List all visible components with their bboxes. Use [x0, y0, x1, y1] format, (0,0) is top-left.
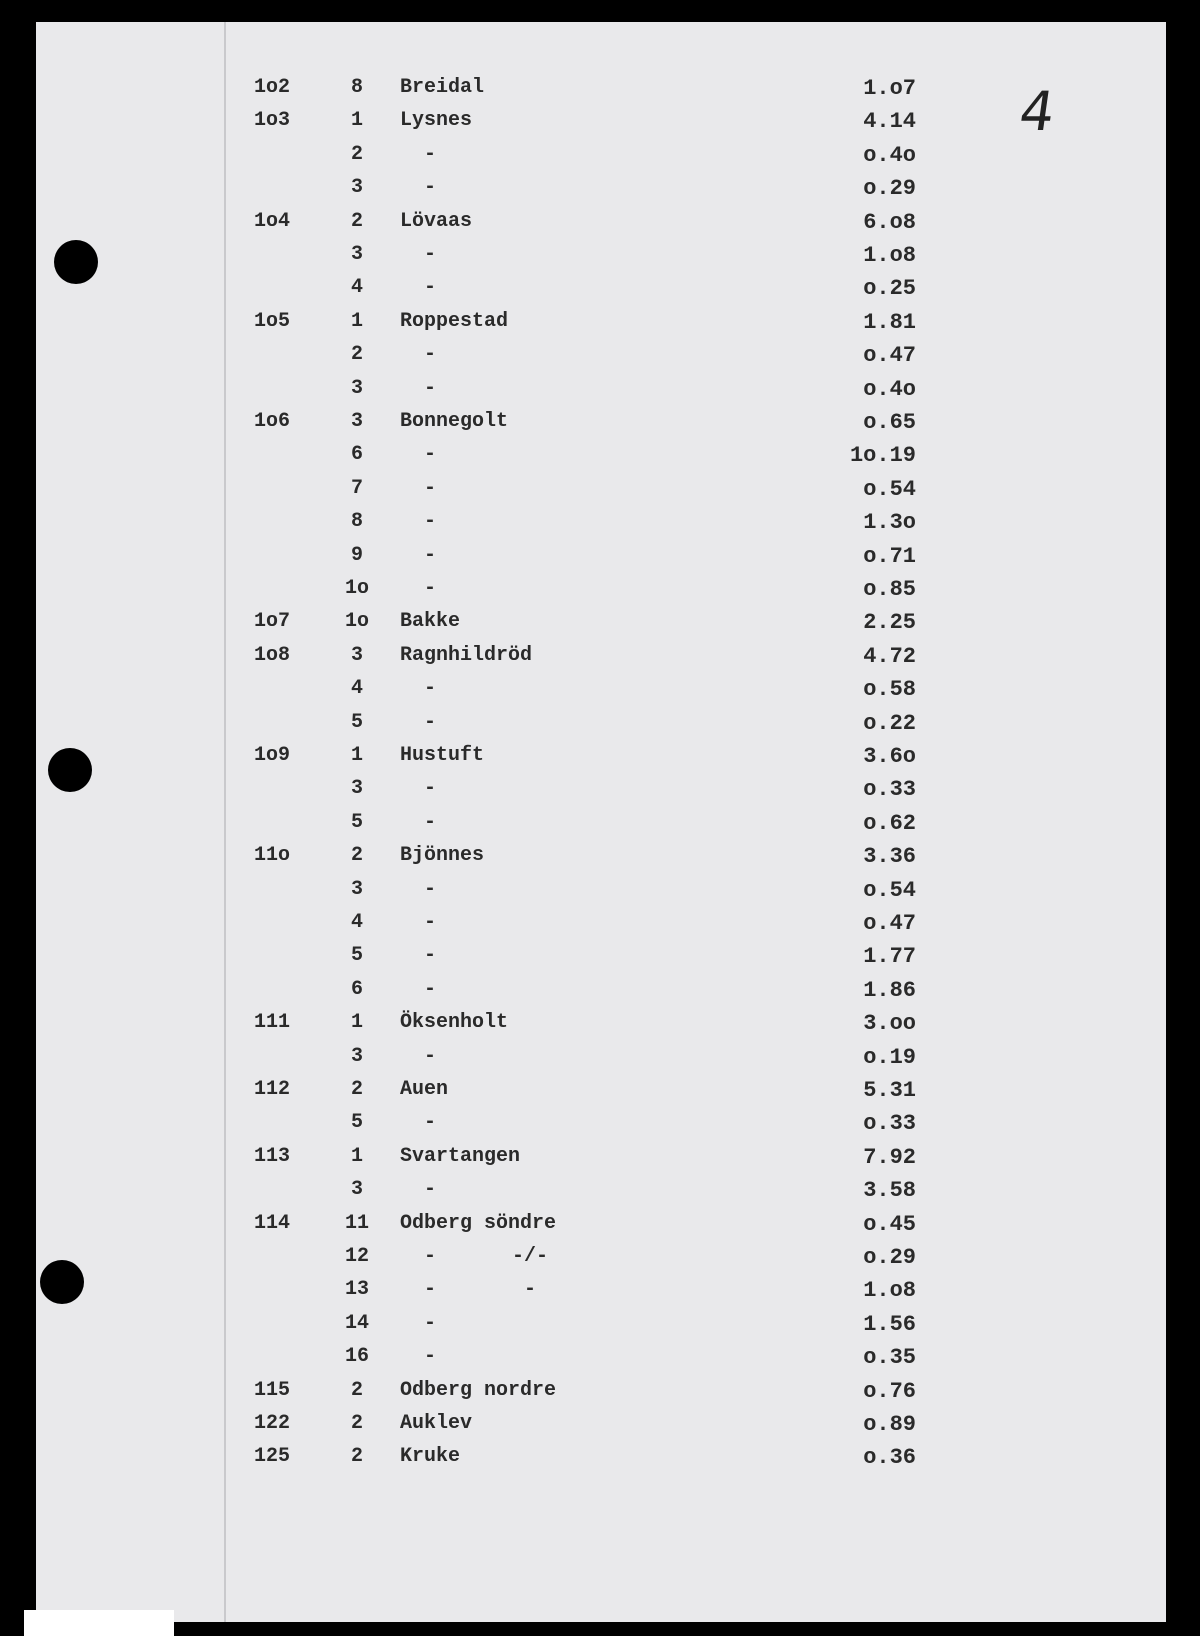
cell-name: Auklev	[400, 1412, 473, 1435]
cell-name: Auen	[400, 1078, 449, 1101]
cell-name: Lövaas	[400, 209, 473, 233]
table-row	[36, 109, 1166, 139]
cell-name: Bakke	[400, 610, 461, 634]
cell-gnr: 1o7	[254, 610, 291, 634]
cell-bnr: 1	[350, 1144, 363, 1168]
table-row	[36, 1312, 1166, 1342]
cell-bnr: 7	[350, 476, 363, 500]
cell-name: -	[400, 777, 437, 801]
cell-bnr: 3	[350, 243, 363, 266]
cell-name: -	[400, 677, 437, 701]
cell-area: o.47	[863, 343, 916, 369]
cell-bnr: 13	[344, 1278, 369, 1302]
cell-bnr: 3	[350, 176, 363, 200]
table-row	[36, 744, 1166, 774]
cell-area: o.71	[863, 543, 916, 569]
cell-gnr: 1o6	[254, 410, 291, 433]
cell-bnr: 5	[350, 810, 363, 834]
table-row	[36, 1445, 1166, 1475]
cell-area: o.35	[863, 1345, 916, 1371]
cell-bnr: 11	[344, 1211, 369, 1235]
table-row	[36, 243, 1166, 273]
cell-area: o.47	[863, 911, 916, 936]
cell-bnr: 1	[350, 1011, 363, 1035]
cell-bnr: 2	[350, 844, 363, 868]
cell-name: -	[400, 977, 437, 1001]
cell-area: o.22	[863, 710, 916, 736]
table-row	[36, 1111, 1166, 1141]
cell-area: o.76	[863, 1378, 916, 1404]
cell-bnr: 2	[350, 1445, 363, 1469]
table-row	[36, 978, 1166, 1008]
cell-gnr: 112	[254, 1078, 291, 1101]
cell-area: o.4o	[863, 142, 916, 168]
table-row	[36, 677, 1166, 707]
cell-area: 1o.19	[849, 443, 916, 469]
cell-name: -	[400, 911, 437, 934]
cell-name: Breidal	[400, 76, 485, 99]
cell-bnr: 1	[350, 109, 363, 133]
cell-bnr: 9	[350, 543, 363, 567]
cell-bnr: 5	[350, 710, 363, 734]
cell-bnr: 2	[350, 1412, 363, 1435]
cell-area: o.62	[863, 810, 916, 836]
cell-area: o.65	[863, 410, 916, 435]
cell-area: o.58	[863, 677, 916, 703]
table-row	[36, 644, 1166, 674]
cell-name: -	[400, 343, 437, 367]
cell-extra: -/-	[512, 1245, 549, 1268]
table-row	[36, 844, 1166, 874]
cell-name: Roppestad	[400, 309, 509, 333]
cell-name: Svartangen	[400, 1144, 521, 1168]
cell-area: 3.oo	[863, 1011, 916, 1037]
cell-area: 1.o8	[863, 243, 916, 268]
cell-name: -	[400, 476, 437, 500]
cell-bnr: 6	[350, 443, 363, 467]
cell-name: -	[400, 142, 437, 166]
cell-area: o.36	[863, 1445, 916, 1471]
cell-name: Hustuft	[400, 744, 485, 767]
table-row	[36, 911, 1166, 941]
cell-name: -	[400, 176, 437, 200]
table-row	[36, 76, 1166, 106]
page-number: 4	[1015, 80, 1059, 143]
cell-bnr: 12	[344, 1245, 369, 1268]
cell-area: 7.92	[863, 1144, 916, 1170]
cell-bnr: 2	[350, 1378, 363, 1402]
table-row	[36, 443, 1166, 473]
table-row	[36, 1278, 1166, 1308]
cell-gnr: 1o9	[254, 744, 291, 767]
table-row	[36, 1078, 1166, 1108]
cell-area: 4.72	[863, 643, 916, 669]
cell-bnr: 3	[350, 1044, 363, 1068]
cell-bnr: 2	[350, 209, 363, 233]
cell-name: -	[400, 510, 437, 534]
cell-gnr: 1o3	[254, 109, 291, 133]
cell-bnr: 3	[350, 777, 363, 801]
table-row	[36, 1145, 1166, 1175]
cell-name: -	[400, 877, 437, 901]
cell-gnr: 1o8	[254, 643, 291, 667]
table-row	[36, 210, 1166, 240]
cell-name: -	[400, 1178, 437, 1202]
cell-area: o.25	[863, 276, 916, 302]
cell-area: 3.36	[863, 844, 916, 870]
table-row	[36, 1011, 1166, 1041]
cell-area: 3.58	[863, 1178, 916, 1204]
table-row	[36, 343, 1166, 373]
cell-area: o.54	[863, 877, 916, 903]
cell-name: Lysnes	[400, 109, 473, 133]
document-page	[36, 22, 1166, 1622]
cell-name: -	[400, 1245, 437, 1268]
cell-name: -	[400, 376, 437, 400]
table-row	[36, 276, 1166, 306]
cell-name: -	[400, 276, 437, 300]
cell-bnr: 3	[350, 877, 363, 901]
cell-bnr: 14	[344, 1311, 369, 1335]
cell-name: Bjönnes	[400, 844, 485, 868]
cell-bnr: 6	[350, 977, 363, 1001]
cell-bnr: 4	[350, 911, 363, 934]
table-row	[36, 377, 1166, 407]
cell-name: Kruke	[400, 1445, 461, 1469]
cell-area: o.19	[863, 1044, 916, 1070]
cell-area: o.33	[863, 777, 916, 803]
cell-gnr: 111	[254, 1011, 291, 1035]
table-row	[36, 944, 1166, 974]
cell-area: o.33	[863, 1111, 916, 1137]
table-row	[36, 1379, 1166, 1409]
cell-bnr: 4	[350, 677, 363, 701]
cell-bnr: 1o	[344, 610, 369, 634]
cell-name: -	[400, 243, 437, 266]
cell-bnr: 1	[350, 309, 363, 333]
table-row	[36, 477, 1166, 507]
film-label	[24, 1610, 174, 1636]
cell-name: Odberg söndre	[400, 1211, 557, 1235]
table-row	[36, 577, 1166, 607]
cell-name: Odberg nordre	[400, 1378, 557, 1402]
cell-bnr: 5	[350, 944, 363, 968]
table-row	[36, 711, 1166, 741]
cell-name: Öksenholt	[400, 1011, 509, 1035]
table-row	[36, 1412, 1166, 1442]
cell-name: Ragnhildröd	[400, 643, 533, 667]
cell-bnr: 1	[350, 744, 363, 767]
cell-bnr: 1o	[344, 577, 369, 600]
cell-area: 1.o7	[863, 76, 916, 101]
table-row	[36, 176, 1166, 206]
cell-bnr: 3	[350, 376, 363, 400]
table-row	[36, 410, 1166, 440]
cell-gnr: 114	[254, 1211, 291, 1235]
cell-bnr: 16	[344, 1345, 369, 1369]
cell-gnr: 113	[254, 1144, 291, 1168]
cell-bnr: 4	[350, 276, 363, 300]
cell-gnr: 125	[254, 1445, 291, 1469]
cell-name: -	[400, 1111, 437, 1135]
cell-area: 5.31	[863, 1078, 916, 1103]
cell-area: o.29	[863, 176, 916, 202]
table-row	[36, 811, 1166, 841]
cell-area: o.29	[863, 1245, 916, 1270]
cell-gnr: 1o4	[254, 209, 291, 233]
cell-area: 1.o8	[863, 1278, 916, 1304]
cell-area: 1.86	[863, 977, 916, 1003]
table-row	[36, 1345, 1166, 1375]
cell-name: -	[400, 810, 437, 834]
table-row	[36, 777, 1166, 807]
cell-area: 2.25	[863, 610, 916, 636]
cell-area: 1.77	[863, 944, 916, 970]
table-row	[36, 143, 1166, 173]
cell-bnr: 3	[350, 410, 363, 433]
cell-gnr: 1o5	[254, 309, 291, 333]
cell-name: -	[400, 1311, 437, 1335]
table-row	[36, 1045, 1166, 1075]
cell-area: 1.3o	[863, 510, 916, 536]
table-row	[36, 878, 1166, 908]
table-row	[36, 610, 1166, 640]
cell-bnr: 2	[350, 1078, 363, 1101]
cell-area: o.45	[863, 1211, 916, 1237]
cell-bnr: 3	[350, 643, 363, 667]
cell-area: 1.56	[863, 1311, 916, 1337]
cell-gnr: 1o2	[254, 76, 291, 99]
table-row	[36, 1212, 1166, 1242]
cell-bnr: 2	[350, 343, 363, 367]
cell-name: -	[400, 710, 437, 734]
cell-bnr: 2	[350, 142, 363, 166]
cell-area: 3.6o	[863, 744, 916, 769]
cell-area: 4.14	[863, 109, 916, 135]
cell-gnr: 122	[254, 1412, 291, 1435]
cell-area: o.4o	[863, 376, 916, 402]
cell-area: o.54	[863, 476, 916, 502]
cell-name: -	[400, 577, 437, 600]
cell-bnr: 8	[350, 76, 363, 99]
cell-area: 6.o8	[863, 209, 916, 235]
cell-name: -	[400, 1345, 437, 1369]
table-row	[36, 310, 1166, 340]
table-row	[36, 1245, 1166, 1275]
cell-gnr: 115	[254, 1378, 291, 1402]
table-row	[36, 544, 1166, 574]
cell-bnr: 8	[350, 510, 363, 534]
cell-bnr: 5	[350, 1111, 363, 1135]
cell-gnr: 11o	[254, 844, 291, 868]
cell-name: -	[400, 944, 437, 968]
cell-area: o.89	[863, 1412, 916, 1437]
cell-name: -	[400, 1044, 437, 1068]
table-row	[36, 1178, 1166, 1208]
cell-name: Bonnegolt	[400, 410, 509, 433]
cell-area: 1.81	[863, 309, 916, 335]
cell-name: -	[400, 443, 437, 467]
table-row	[36, 510, 1166, 540]
cell-area: o.85	[863, 577, 916, 602]
cell-name: -	[400, 1278, 437, 1302]
cell-extra: -	[512, 1278, 537, 1302]
cell-name: -	[400, 543, 437, 567]
cell-bnr: 3	[350, 1178, 363, 1202]
